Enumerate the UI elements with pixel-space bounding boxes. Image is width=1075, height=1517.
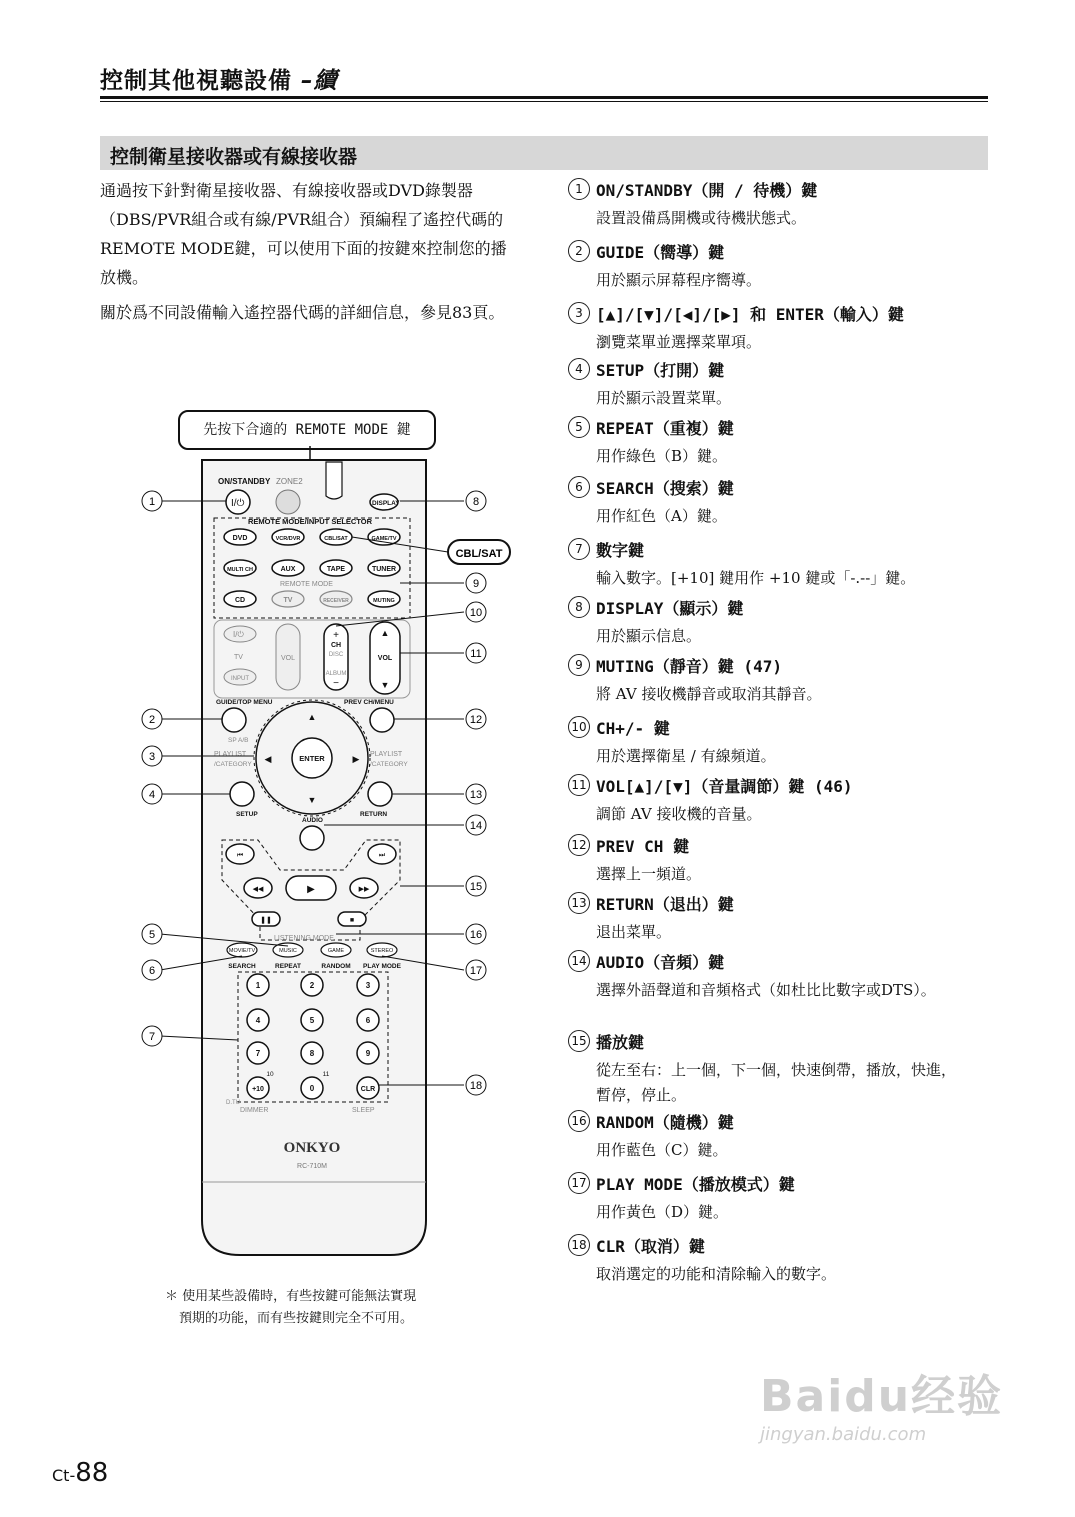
svg-text:LISTENING MODE: LISTENING MODE (274, 935, 334, 942)
remote-mode-label: REMOTE MODE (280, 581, 333, 588)
svg-text:ALBUM: ALBUM (325, 671, 347, 677)
page-number-value: 88 (75, 1458, 109, 1488)
svg-text:CBL/SAT: CBL/SAT (455, 548, 503, 560)
svg-text:❚❚: ❚❚ (260, 917, 272, 924)
item-number-badge: 9 (568, 654, 590, 676)
page-number (52, 1458, 108, 1488)
item-heading: REPEAT（重複）鍵 (596, 419, 734, 438)
svg-text:GAME: GAME (327, 948, 345, 954)
footnote-line-2: 預期的功能，而有些按鍵則完全不可用。 (179, 1311, 414, 1326)
svg-text:MUTING: MUTING (373, 598, 395, 604)
callout-number-13: 13 (469, 789, 483, 801)
item-description: 用於顯示屏幕程序嚮導。 (596, 271, 762, 289)
svg-text:PLAYLIST: PLAYLIST (214, 751, 247, 758)
svg-text:10: 10 (266, 1071, 274, 1078)
svg-text:9: 9 (365, 1049, 371, 1058)
input-label: INPUT (231, 676, 249, 682)
svg-text:MULTI CH: MULTI CH (227, 567, 253, 573)
guide-button (222, 708, 246, 732)
dimmer-label: DIMMER (240, 1107, 269, 1114)
item-heading: SEARCH（搜索）鍵 (596, 479, 734, 498)
callout-number-1: 1 (148, 496, 156, 508)
item-number-badge: 4 (568, 358, 590, 380)
item-description: 選擇外語聲道和音頻格式（如杜比比數字或DTS）。 (596, 981, 936, 999)
svg-text:ENTER: ENTER (299, 754, 325, 763)
reference-paragraph: 關於爲不同設備輸入遙控器代碼的詳細信息，參見83頁。 (100, 303, 505, 322)
footnote (165, 1286, 416, 1330)
svg-text:VCR/DVR: VCR/DVR (275, 536, 301, 542)
svg-text:MUSIC: MUSIC (279, 948, 297, 954)
svg-text:−: − (333, 678, 339, 689)
svg-text:▶: ▶ (352, 754, 360, 764)
remote-mode-callout: 先按下合適的 REMOTE MODE 鍵 (178, 410, 436, 450)
callout-number-3: 3 (148, 751, 156, 763)
svg-text:8: 8 (309, 1049, 315, 1058)
item-description: 用作藍色（C）鍵。 (596, 1141, 728, 1159)
svg-text:+10: +10 (252, 1086, 264, 1093)
search-label: SEARCH (228, 963, 256, 970)
item-description: 將 AV 接收機靜音或取消其靜音。 (596, 685, 822, 703)
svg-text:AUX: AUX (280, 566, 296, 573)
svg-text:VOL: VOL (280, 655, 296, 662)
callout-number-5: 5 (148, 929, 156, 941)
cbl-sat-badge (448, 540, 510, 564)
svg-text:TV: TV (283, 597, 293, 604)
svg-text:0: 0 (309, 1084, 315, 1093)
repeat-label: REPEAT (275, 963, 301, 970)
item-description: 退出菜單。 (596, 923, 672, 941)
item-description: 取消選定的功能和清除輸入的數字。 (596, 1265, 837, 1283)
watermark-brand: Baidu经验 (760, 1371, 1004, 1422)
svg-text:AUDIO: AUDIO (302, 817, 323, 824)
intro-paragraph: 通過按下針對衛星接收器、有線接收器或DVD錄製器（DBS/PVR組合或有線/PVR組合）預編程了遙控代碼的REMOTE MODE鍵，可以使用下面的按鍵來控制您的播放機。 (100, 181, 507, 287)
header-rule (100, 96, 988, 99)
footnote-line-1: ＊ 使用某些設備時，有些按鍵可能無法實現 (165, 1289, 417, 1304)
header-rule-thin (100, 101, 988, 102)
svg-text:VOL: VOL (377, 655, 393, 662)
callout-number-9: 9 (472, 578, 480, 590)
svg-text:RETURN: RETURN (360, 811, 388, 818)
setup-button (230, 782, 254, 806)
callout-number-15: 15 (469, 881, 483, 893)
svg-text:◀: ◀ (264, 754, 272, 764)
model-label: RC-710M (297, 1163, 327, 1170)
svg-text:TUNER: TUNER (371, 566, 397, 573)
svg-text:6: 6 (365, 1016, 371, 1025)
item-number-badge: 15 (568, 1030, 590, 1052)
item-heading: MUTING（靜音）鍵 (47) (596, 657, 782, 676)
selector-label: REMOTE MODE/INPUT SELECTOR (248, 517, 373, 526)
svg-text:DVD: DVD (232, 535, 248, 542)
svg-text:4: 4 (255, 1016, 261, 1025)
callout-number-16: 16 (469, 929, 483, 941)
callout-number-6: 6 (148, 965, 156, 977)
svg-text:STEREO: STEREO (370, 948, 394, 954)
item-description: 用於顯示信息。 (596, 627, 702, 645)
item-number-badge: 8 (568, 596, 590, 618)
callout-number-2: 2 (148, 714, 156, 726)
svg-text:▲: ▲ (307, 712, 317, 722)
header-title-text: 控制其他視聽設備 (100, 68, 292, 94)
guide-label: GUIDE/TOP MENU (216, 699, 273, 706)
item-heading: SETUP（打開）鍵 (596, 361, 725, 380)
svg-text:▼: ▼ (307, 795, 317, 805)
svg-text:7: 7 (255, 1049, 261, 1058)
item-heading: RETURN（退出）鍵 (596, 895, 734, 914)
item-heading: PLAY MODE（播放模式）鍵 (596, 1175, 795, 1194)
svg-text:GAME/TV: GAME/TV (371, 536, 397, 542)
remote-control-illustration (130, 440, 520, 1270)
return-button (368, 782, 392, 806)
callout-number-11: 11 (470, 648, 482, 660)
item-number-badge: 2 (568, 240, 590, 262)
item-heading: [▲]/[▼]/[◀]/[▶] 和 ENTER（輸入）鍵 (596, 305, 904, 324)
item-number-badge: 11 (568, 774, 590, 796)
svg-text:1: 1 (255, 981, 261, 990)
item-description: 瀏覽菜單並選擇菜單項。 (596, 333, 762, 351)
item-heading: ON/STANDBY（開 / 待機）鍵 (596, 181, 818, 200)
callout-number-8: 8 (472, 496, 480, 508)
svg-text:/CATEGORY: /CATEGORY (214, 761, 252, 768)
svg-text:/CATEGORY: /CATEGORY (370, 761, 408, 768)
play-mode-label: PLAY MODE (363, 963, 401, 970)
item-heading: RANDOM（隨機）鍵 (596, 1113, 734, 1132)
svg-text:CBL/SAT: CBL/SAT (324, 536, 348, 542)
callout-number-14: 14 (469, 820, 483, 832)
item-description: 從左至右：上一個，下一個，快速倒帶，播放，快進，暫停，停止。 (596, 1061, 957, 1104)
item-number-badge: 7 (568, 538, 590, 560)
svg-text:CLR: CLR (360, 1086, 376, 1093)
item-heading: CH+/- 鍵 (596, 719, 670, 738)
callout-number-18: 18 (469, 1080, 483, 1092)
item-number-badge: 1 (568, 178, 590, 200)
callout-number-12: 12 (469, 714, 483, 726)
brand-logo: ONKYO (283, 1140, 341, 1156)
item-number-badge: 16 (568, 1110, 590, 1132)
svg-text:▲: ▲ (380, 628, 390, 638)
svg-text:PLAYLIST: PLAYLIST (370, 751, 403, 758)
watermark (760, 1360, 1003, 1445)
zone2-label: ZONE2 (276, 477, 303, 486)
svg-text:RECEIVER: RECEIVER (323, 598, 349, 604)
svg-text:MOVIE/TV: MOVIE/TV (228, 948, 256, 954)
svg-text:▶▶: ▶▶ (358, 886, 370, 893)
callout-number-7: 7 (148, 1031, 156, 1043)
audio-button (300, 826, 324, 850)
item-description: 用作紅色（A）鍵。 (596, 507, 727, 525)
svg-text:3: 3 (365, 981, 371, 990)
svg-text:TAPE: TAPE (326, 566, 346, 573)
item-number-badge: 13 (568, 892, 590, 914)
callout-number-17: 17 (469, 965, 483, 977)
svg-text:11: 11 (322, 1071, 330, 1078)
prev-ch-label: PREV CH/MENU (344, 699, 394, 706)
item-heading: CLR（取消）鍵 (596, 1237, 705, 1256)
item-number-badge: 10 (568, 716, 590, 738)
item-number-badge: 14 (568, 950, 590, 972)
svg-text:I/⏻: I/⏻ (233, 630, 244, 639)
display-label: DISPLAY (372, 500, 400, 507)
item-heading: VOL[▲]/[▼]（音量調節）鍵 (46) (596, 777, 853, 796)
item-description: 用於顯示設置菜單。 (596, 389, 732, 407)
item-heading: 數字鍵 (596, 541, 645, 560)
svg-text:■: ■ (349, 917, 355, 924)
item-number-badge: 17 (568, 1172, 590, 1194)
item-number-badge: 6 (568, 476, 590, 498)
prev-ch-button (370, 708, 394, 732)
page-header-title (100, 62, 338, 95)
on-standby-label: ON/STANDBY (218, 477, 271, 486)
svg-text:⏭: ⏭ (378, 852, 386, 859)
svg-text:⏮: ⏮ (236, 852, 244, 859)
random-label: RANDOM (321, 963, 351, 970)
item-description: 用作綠色（B）鍵。 (596, 447, 728, 465)
section-title: 控制衛星接收器或有線接收器 (110, 146, 358, 168)
item-number-badge: 18 (568, 1234, 590, 1256)
svg-text:2: 2 (309, 981, 315, 990)
svg-text:◀◀: ◀◀ (252, 886, 264, 893)
svg-text:SP A/B: SP A/B (228, 737, 249, 744)
svg-text:D.TU: D.TU (226, 1100, 240, 1106)
callout-number-4: 4 (148, 789, 156, 801)
item-heading: DISPLAY（顯示）鍵 (596, 599, 744, 618)
header-continued: –續 (301, 68, 338, 94)
item-description: 用作黃色（D）鍵。 (596, 1203, 729, 1221)
watermark-url: jingyan.baidu.com (760, 1424, 927, 1445)
item-number-badge: 5 (568, 416, 590, 438)
svg-text:DISC: DISC (328, 652, 344, 658)
svg-text:▶: ▶ (307, 884, 315, 895)
svg-text:▼: ▼ (380, 680, 390, 690)
svg-text:5: 5 (309, 1016, 315, 1025)
zone2-button (276, 490, 300, 514)
svg-text:SETUP: SETUP (236, 811, 258, 818)
item-description: 輸入數字。[+10] 鍵用作 +10 鍵或「-.--」鍵。 (596, 569, 916, 587)
item-heading: AUDIO（音頻）鍵 (596, 953, 725, 972)
page-prefix: Ct- (52, 1466, 76, 1485)
svg-text:+: + (333, 630, 339, 641)
svg-text:I/⏻: I/⏻ (231, 498, 245, 509)
tv-section-label: TV (234, 654, 243, 661)
item-description: 設置設備爲開機或待機狀態式。 (596, 209, 807, 227)
item-description: 選擇上一頻道。 (596, 865, 702, 883)
item-number-badge: 12 (568, 834, 590, 856)
item-heading: PREV CH 鍵 (596, 837, 690, 856)
callout-number-10: 10 (469, 607, 483, 619)
item-heading: GUIDE（嚮導）鍵 (596, 243, 725, 262)
item-description: 調節 AV 接收機的音量。 (596, 805, 762, 823)
item-description: 用於選擇衛星 / 有線頻道。 (596, 747, 776, 765)
svg-text:CD: CD (234, 597, 246, 604)
item-heading: 播放鍵 (596, 1033, 645, 1052)
svg-text:CH: CH (330, 642, 342, 649)
sleep-label: SLEEP (352, 1107, 375, 1114)
item-number-badge: 3 (568, 302, 590, 324)
